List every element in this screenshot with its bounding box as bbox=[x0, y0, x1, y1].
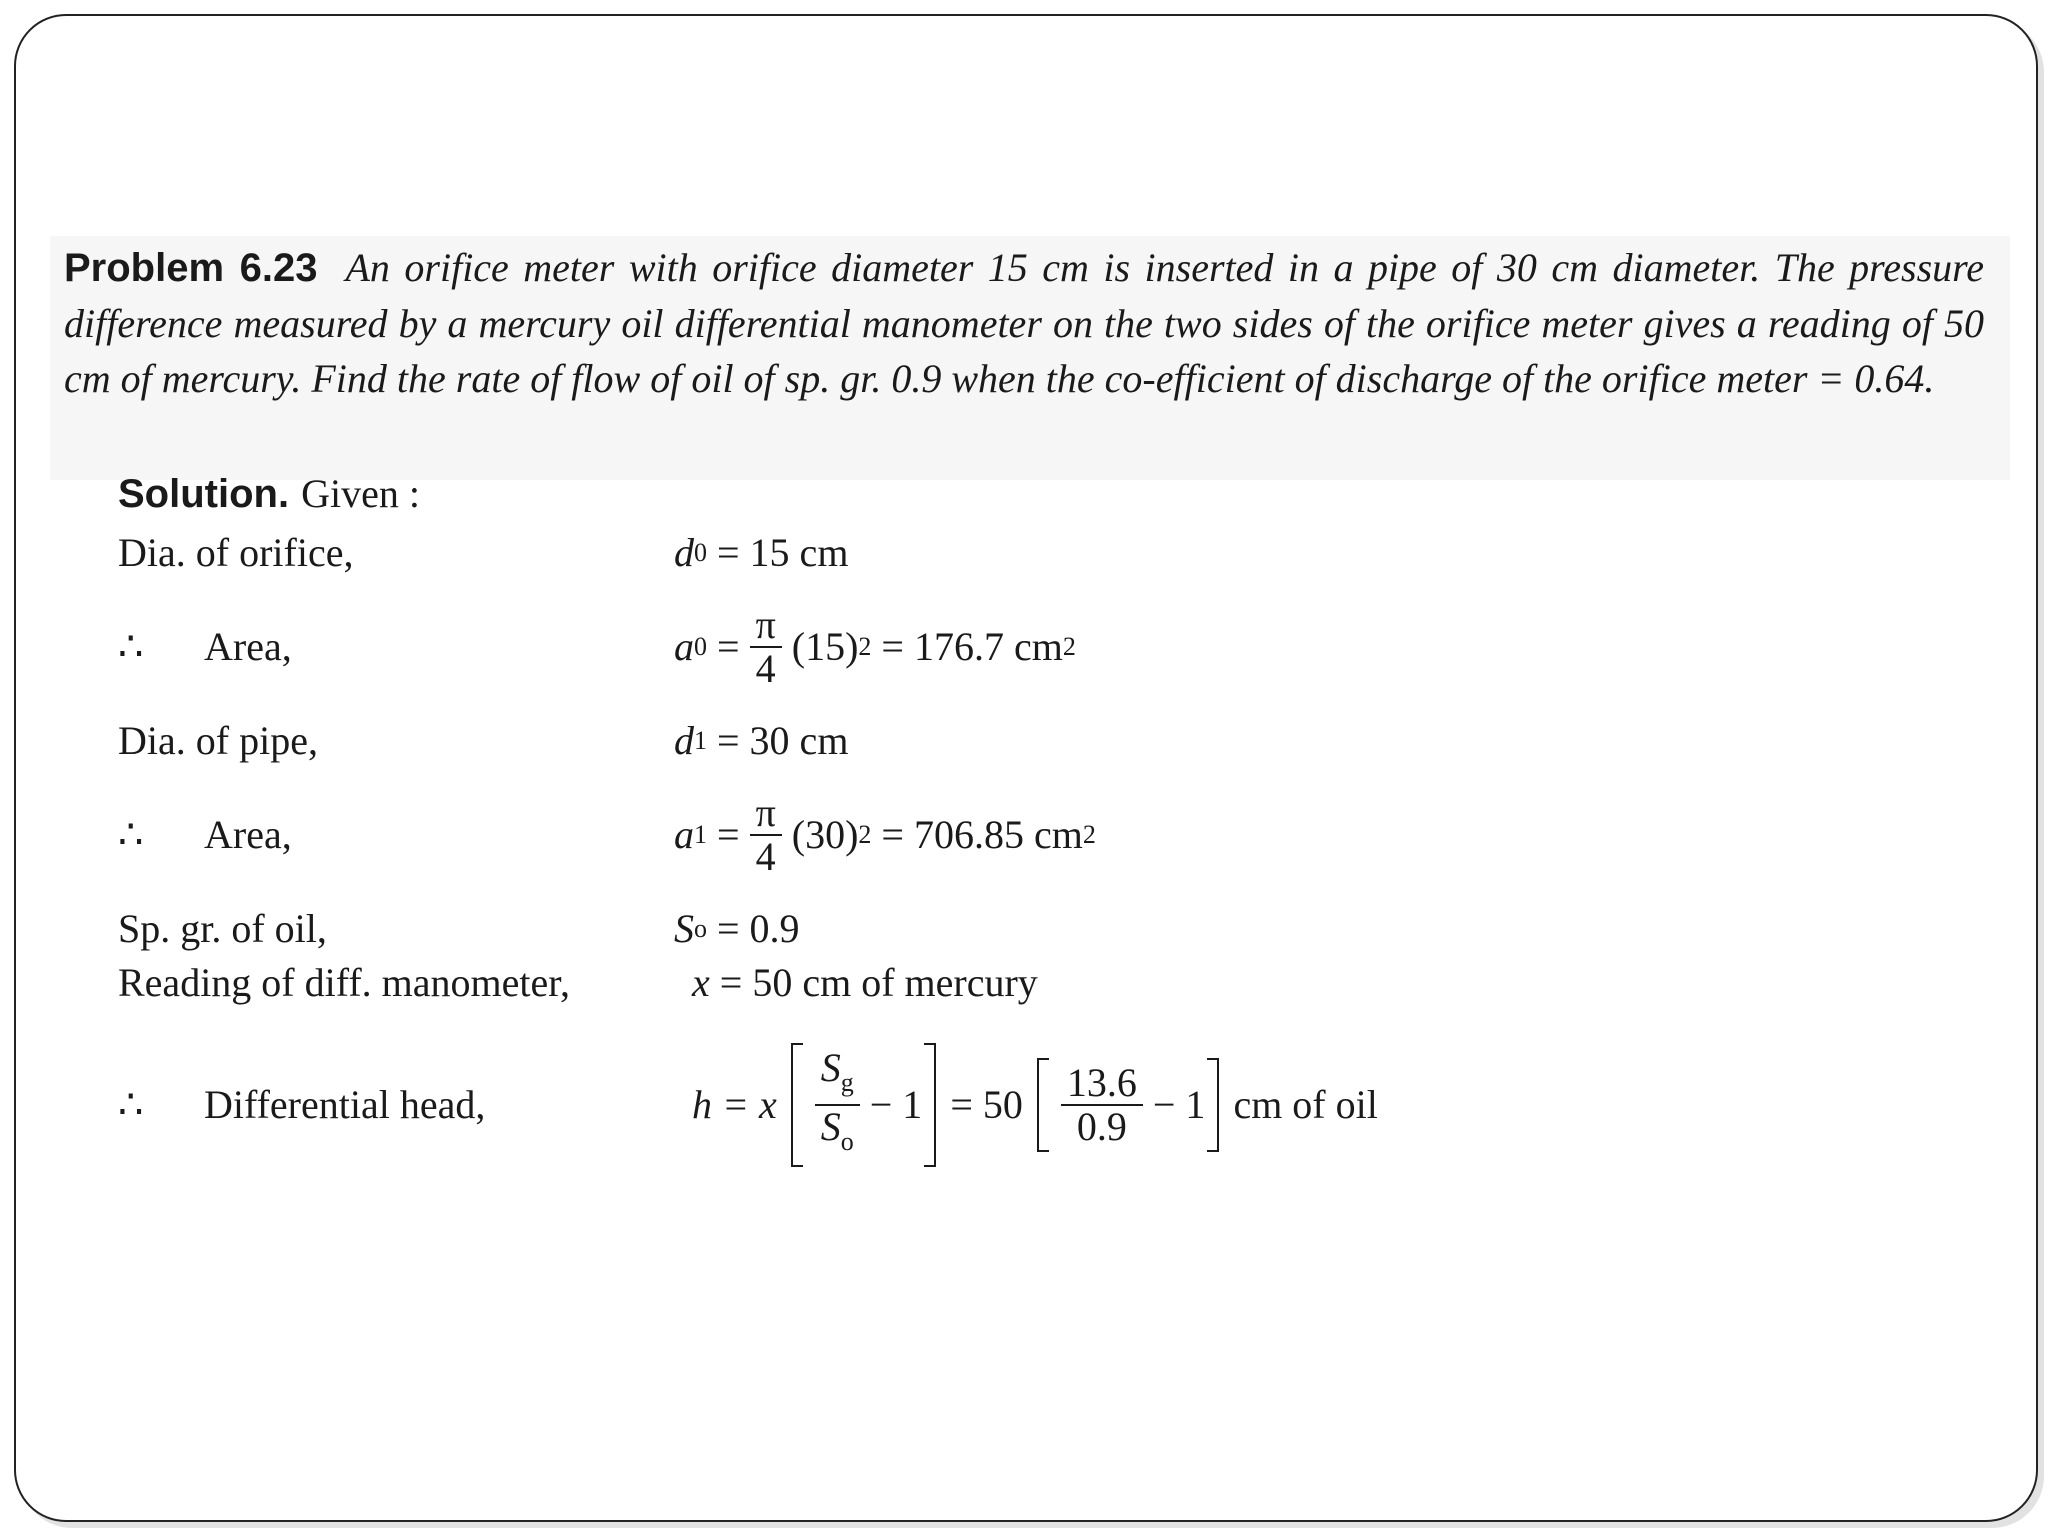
label-differential-head: Differential head, bbox=[204, 1082, 486, 1127]
power: 2 bbox=[858, 632, 872, 661]
numerator: 13.6 bbox=[1061, 1062, 1143, 1106]
var-d: d bbox=[674, 718, 694, 763]
unit-power: 2 bbox=[1062, 632, 1076, 661]
denominator: $S_o$ bbox=[820, 1104, 854, 1156]
var-h: h bbox=[692, 1082, 712, 1127]
var-S: S bbox=[674, 906, 694, 951]
result: = 176.7 cm bbox=[881, 624, 1063, 669]
solution-heading: Solution. bbox=[118, 472, 290, 516]
problem-heading: Problem 6.23 bbox=[64, 246, 318, 290]
expr-so bbox=[674, 904, 800, 954]
fraction-pi-over-4 bbox=[750, 792, 782, 878]
unit-power: 2 bbox=[1082, 820, 1096, 849]
sub-0: 0 bbox=[694, 632, 707, 661]
sub-0: 0 bbox=[694, 538, 707, 567]
solution-heading-line bbox=[118, 468, 420, 520]
minus-one: − 1 bbox=[1152, 1082, 1206, 1127]
given-label: Given : bbox=[301, 471, 420, 516]
result: = 706.85 cm bbox=[881, 812, 1083, 857]
sub-o: o bbox=[694, 914, 707, 943]
fraction-13-6-over-0-9 bbox=[1061, 1062, 1143, 1148]
therefore-symbol: ∴ bbox=[118, 812, 144, 857]
equals: = bbox=[717, 812, 740, 857]
label-dia-orifice: Dia. of orifice, bbox=[118, 530, 354, 575]
rhs: = 0.9 bbox=[717, 906, 800, 951]
minus-one: − 1 bbox=[869, 1082, 923, 1127]
fraction-sg-over-so bbox=[815, 1047, 860, 1163]
expr-h bbox=[692, 1045, 1378, 1160]
sub-1: 1 bbox=[694, 726, 707, 755]
rhs: = 30 cm bbox=[717, 718, 849, 763]
problem-text: An orifice meter with orifice diameter 15 cm is inserted in a pipe of 30 cm diameter. The pressure difference measured by a mercury oil differential manometer on the two sides of the orifice meter gives a reading of 50 cm of mercury. Find the rate of flow of oil of sp. gr. 0.9 when the co-efficient of discharge of the orifice meter = 0.64. bbox=[64, 245, 1984, 401]
expr-d1 bbox=[674, 716, 848, 766]
denominator: 0.9 bbox=[1076, 1104, 1127, 1149]
denominator: 4 bbox=[755, 834, 776, 879]
therefore-symbol: ∴ bbox=[118, 1082, 144, 1127]
problem-statement bbox=[64, 240, 1984, 406]
bracket-group-2 bbox=[1037, 1062, 1220, 1148]
var-a: a bbox=[674, 624, 694, 669]
argument: (15) bbox=[791, 624, 859, 669]
equals-50: = 50 bbox=[950, 1082, 1023, 1127]
equals: = bbox=[717, 624, 740, 669]
expr-x bbox=[692, 958, 1038, 1008]
numerator: π bbox=[750, 604, 782, 648]
numerator: π bbox=[750, 792, 782, 836]
therefore-symbol: ∴ bbox=[118, 624, 144, 669]
fraction-pi-over-4 bbox=[750, 604, 782, 690]
var-d: d bbox=[674, 530, 694, 575]
numerator: $S_g$ bbox=[815, 1047, 860, 1106]
label-sp-gr-oil: Sp. gr. of oil, bbox=[118, 906, 327, 951]
expr-a1 bbox=[674, 790, 1096, 879]
sub-1: 1 bbox=[694, 820, 707, 849]
rhs: = 15 cm bbox=[717, 530, 849, 575]
argument: (30) bbox=[791, 812, 859, 857]
var-a: a bbox=[674, 812, 694, 857]
expr-a0 bbox=[674, 602, 1076, 691]
rhs: = 50 cm of mercury bbox=[719, 960, 1038, 1005]
label-area-orifice: Area, bbox=[204, 624, 292, 669]
denominator: 4 bbox=[755, 646, 776, 691]
power: 2 bbox=[858, 820, 872, 849]
label-area-pipe: Area, bbox=[204, 812, 292, 857]
unit-text: cm of oil bbox=[1233, 1082, 1378, 1127]
expr-d0 bbox=[674, 528, 848, 578]
equals-x: = x bbox=[722, 1082, 777, 1127]
label-dia-pipe: Dia. of pipe, bbox=[118, 718, 318, 763]
label-manometer-reading: Reading of diff. manometer, bbox=[118, 960, 570, 1005]
bracket-group-1 bbox=[791, 1047, 937, 1163]
var-x: x bbox=[692, 960, 710, 1005]
